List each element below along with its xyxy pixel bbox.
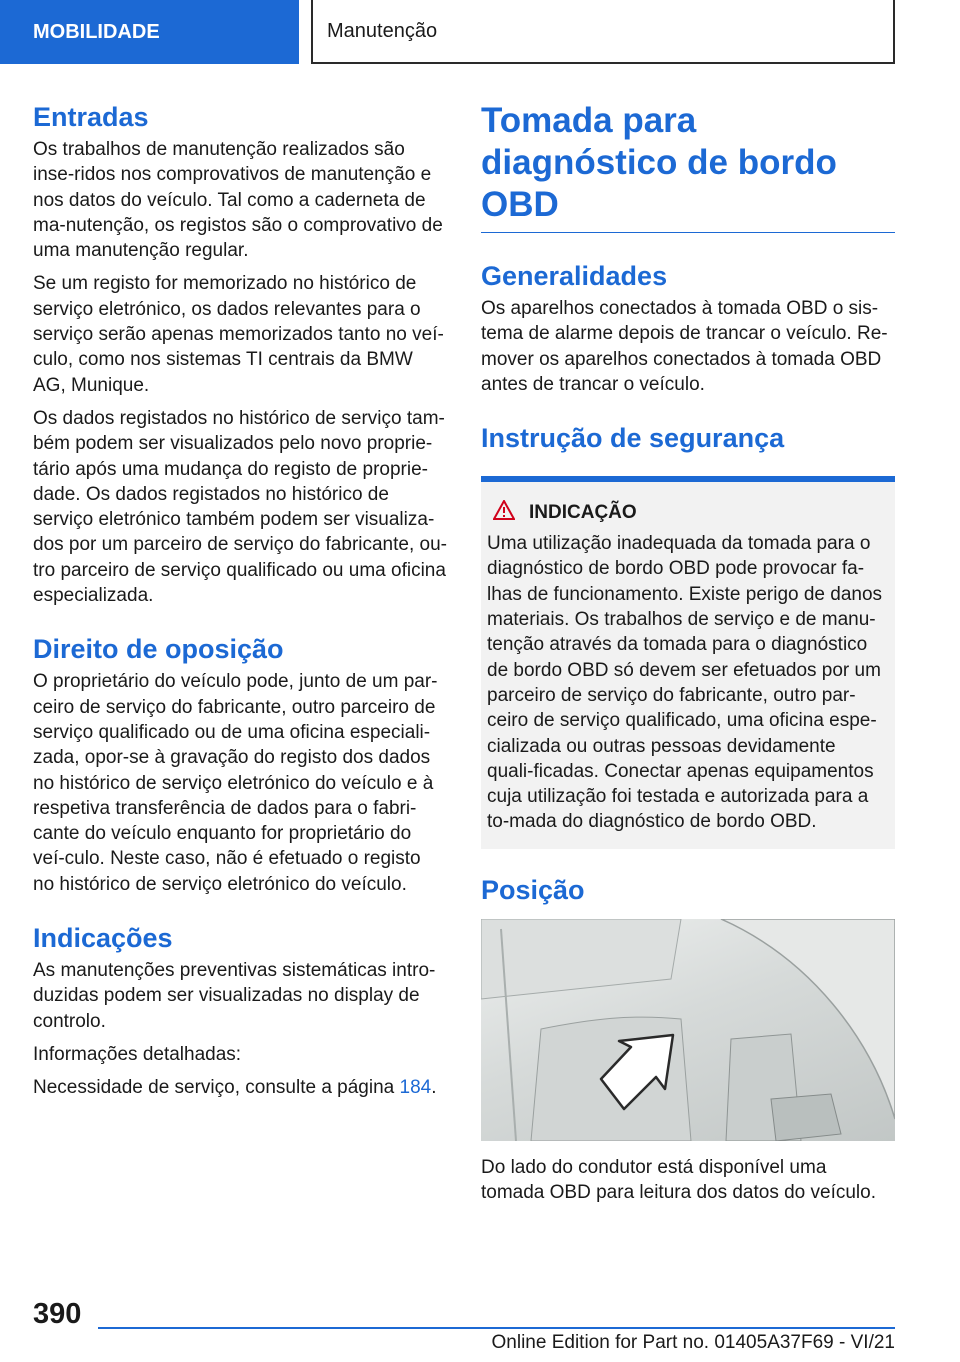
reference-period: .: [431, 1077, 437, 1099]
reference-text: Necessidade de serviço, consulte a página: [33, 1077, 400, 1099]
edition-footer: Online Edition for Part no. 01405A37F69 - VI/21: [491, 1332, 895, 1353]
heading-posicao: Posição: [481, 874, 585, 905]
right-column: [481, 100, 895, 1213]
paragraph: Se um registo for memorizado no histórico de serviço eletrónico, os dados relevantes para o serviço serão apenas memorizados tanto no veí-culo, como nos sistemas TI centrais da BMW AG, Munique.: [33, 273, 444, 396]
chapter-tab: Manutenção: [311, 0, 895, 64]
page-number: 390: [33, 1298, 82, 1330]
heading-tomada-obd: Tomada para diagnóstico de bordo OBD: [481, 100, 895, 233]
heading-direito-de-oposicao: Direito de oposição: [33, 634, 284, 665]
page-link[interactable]: 184: [399, 1077, 432, 1099]
heading-generalidades: Generalidades: [481, 261, 668, 291]
paragraph: Os dados registados no histórico de serviço tam-bém podem ser visualizados pelo novo proprie-tário após uma mudança do registo de proprie-dade. Os dados registados no histórico de serviço eletrónico também podem ser visualiza-dos por um parceiro de serviço do fabricante, ou-tro parceiro de serviço qualificado ou uma oficina especializada.: [33, 407, 447, 607]
heading-instrucao-de-seguranca: Instrução de segurança: [481, 423, 785, 454]
safety-notice-box: [481, 476, 895, 849]
heading-indicacoes: Indicações: [33, 923, 173, 954]
warning-triangle-icon: [493, 500, 515, 525]
paragraph: O proprietário do veículo pode, junto de um par-ceiro de serviço do fabricante, outro parceiro de serviço qualificado ou de uma oficina especiali-zada, opor-se à gravação do registo dos dados no histórico de serviço eletrónico do veículo e à respetiva transferência de dados para o fabri-cante do veículo enquanto for proprietário do veí-culo. Neste caso, não é efetuado o registo no histórico de serviço eletrónico do veículo.: [33, 671, 438, 895]
paragraph-page-reference: [33, 1075, 447, 1100]
obd-location-photo: [481, 919, 895, 1141]
heading-entradas: Entradas: [33, 102, 149, 132]
photo-caption: Do lado do condutor está disponível uma tomada OBD para leitura dos datos do veículo.: [481, 1156, 877, 1204]
section-tab: MOBILIDADE: [0, 0, 299, 64]
paragraph: Informações detalhadas:: [33, 1043, 242, 1065]
left-column: [33, 100, 447, 1109]
notice-text: Uma utilização inadequada da tomada para o diagnóstico de bordo OBD pode provocar fa-lhas de funcionamento. Existe perigo de danos materiais. Os trabalhos de serviço e de manu-tenção através da tomada para o diagnóstico de bordo OBD só devem ser efetuados por um parceiro de serviço do fabricante, outro par-ceiro de serviço qualificado, uma oficina espe-cializada ou outras pessoas devidamente quali-ficadas. Conectar apenas equipamentos cuja utilização foi testada e autorizada para a to-mada do diagnóstico de bordo OBD.: [487, 533, 883, 833]
notice-title: INDICAÇÃO: [529, 501, 637, 523]
paragraph: Os aparelhos conectados à tomada OBD o sis-tema de alarme depois de trancar o veículo. Re-mover os aparelhos conectados à tomada OBD antes de trancar o veículo.: [481, 298, 888, 395]
notice-header: [487, 500, 887, 525]
paragraph: As manutenções preventivas sistemáticas intro-duzidas podem ser visualizadas no display de controlo.: [33, 960, 436, 1032]
paragraph: Os trabalhos de manutenção realizados são inse-ridos nos comprovativos de manutenção e nos datos do veículo. Tal como a caderneta de ma-nutenção, os registos são o comprovativo de uma manutenção regular.: [33, 139, 443, 262]
footer-divider: [98, 1327, 895, 1329]
